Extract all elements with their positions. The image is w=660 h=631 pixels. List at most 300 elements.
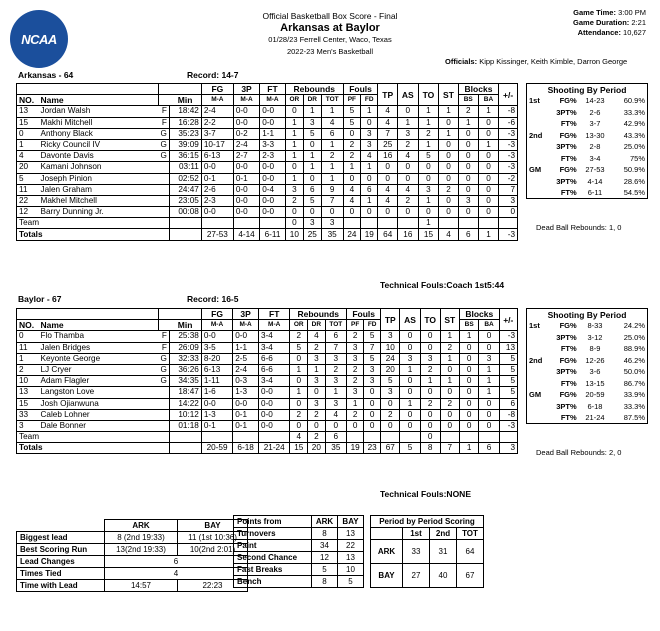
player-pm: -3 bbox=[499, 128, 518, 139]
player-minutes: 24:47 bbox=[169, 184, 201, 195]
summary-label: Best Scoring Run bbox=[17, 544, 105, 556]
totals-row bbox=[17, 443, 518, 454]
team-row bbox=[17, 432, 518, 443]
player-tp: 5 bbox=[381, 376, 400, 387]
player-dr: 3 bbox=[303, 117, 321, 128]
player-bs: 0 bbox=[459, 420, 479, 431]
player-ft: 0-0 bbox=[260, 162, 286, 173]
player-ft: 0-0 bbox=[259, 420, 290, 431]
player-ft: 1-1 bbox=[260, 128, 286, 139]
box-score-table bbox=[16, 308, 518, 454]
summary-label: Lead Changes bbox=[17, 556, 105, 568]
player-dr: 1 bbox=[303, 162, 321, 173]
st-header: ST bbox=[439, 84, 459, 106]
shooting-stat: FG% bbox=[559, 130, 577, 140]
player-bs: 0 bbox=[459, 353, 479, 364]
shooting-row bbox=[527, 332, 648, 344]
player-ft: 3-4 bbox=[259, 376, 290, 387]
player-as: 0 bbox=[400, 342, 420, 353]
player-as: 4 bbox=[397, 184, 418, 195]
player-st: 0 bbox=[439, 162, 459, 173]
shooting-percent: 87.5% bbox=[623, 413, 645, 422]
bs-header: BS bbox=[459, 320, 479, 331]
player-tot: 2 bbox=[325, 364, 347, 375]
period-title: Period by Period Scoring bbox=[371, 516, 484, 528]
player-tp3: 0-0 bbox=[233, 398, 259, 409]
player-or: 2 bbox=[285, 195, 303, 206]
shooting-percent: 33.3% bbox=[623, 401, 645, 411]
player-tp3: 2-5 bbox=[233, 353, 259, 364]
player-pf: 4 bbox=[343, 195, 360, 206]
player-dr: 3 bbox=[308, 376, 325, 387]
dr-header: DR bbox=[303, 95, 321, 106]
player-number: 15 bbox=[17, 117, 39, 128]
player-tot: 4 bbox=[325, 409, 347, 420]
player-fd: 1 bbox=[361, 195, 378, 206]
player-ba: 0 bbox=[478, 128, 499, 139]
player-pm: -3 bbox=[499, 331, 517, 342]
points-label: Second Chance bbox=[234, 552, 312, 564]
player-minutes: 34:35 bbox=[169, 376, 201, 387]
shooting-stat: 3PT% bbox=[556, 367, 577, 377]
player-pf: 0 bbox=[343, 207, 360, 218]
player-row bbox=[17, 420, 518, 431]
blocks-header: Blocks bbox=[459, 309, 499, 320]
shooting-percent: 33.9% bbox=[623, 390, 645, 400]
player-tot: 3 bbox=[325, 398, 347, 409]
player-number: 11 bbox=[17, 184, 39, 195]
player-tp3: 0-2 bbox=[233, 128, 259, 139]
player-name: Jalen Graham bbox=[39, 184, 159, 195]
shooting-period bbox=[527, 141, 545, 153]
player-tp: 3 bbox=[381, 331, 400, 342]
shooting-row bbox=[527, 320, 648, 332]
player-tp: 4 bbox=[378, 106, 398, 117]
player-minutes: 16:28 bbox=[169, 117, 201, 128]
summary-header bbox=[17, 520, 248, 532]
player-fd: 6 bbox=[361, 184, 378, 195]
shooting-period bbox=[527, 366, 545, 378]
shooting-stat: 3PT% bbox=[556, 142, 577, 152]
blank bbox=[259, 432, 290, 443]
game-time: 3:00 PM bbox=[618, 8, 646, 17]
player-tp3: 0-1 bbox=[233, 420, 259, 431]
player-tp: 16 bbox=[378, 151, 398, 162]
period-team: BAY bbox=[371, 564, 403, 588]
shooting-percent: 60.9% bbox=[623, 96, 645, 106]
player-ba: 0 bbox=[479, 331, 499, 342]
player-minutes: 36:26 bbox=[169, 364, 201, 375]
shooting-title: Shooting By Period bbox=[547, 84, 627, 95]
points-bay: 13 bbox=[338, 528, 364, 540]
player-dr: 1 bbox=[308, 364, 325, 375]
team-record: Record: 14-7 bbox=[187, 70, 239, 80]
player-fd: 0 bbox=[361, 117, 378, 128]
player-to: 0 bbox=[418, 207, 439, 218]
player-pf: 0 bbox=[343, 173, 360, 184]
player-ft: 3-4 bbox=[259, 342, 290, 353]
player-fd: 0 bbox=[361, 173, 378, 184]
shooting-stat: FG% bbox=[559, 321, 577, 331]
player-name: Kamani Johnson bbox=[39, 162, 159, 173]
shooting-period bbox=[527, 332, 545, 344]
player-pf: 3 bbox=[347, 342, 364, 353]
player-fg: 0-0 bbox=[201, 331, 232, 342]
shooting-period bbox=[527, 412, 545, 424]
player-row bbox=[17, 162, 518, 173]
player-tp: 25 bbox=[378, 139, 398, 150]
summary-ark: 13(2nd 19:33) bbox=[105, 544, 178, 556]
to-header: TO bbox=[418, 84, 439, 106]
player-as: 1 bbox=[400, 398, 420, 409]
player-tp: 3 bbox=[381, 387, 400, 398]
shooting-percent: 75% bbox=[629, 153, 645, 163]
player-dr: 6 bbox=[303, 184, 321, 195]
game-summary-table bbox=[16, 519, 248, 592]
player-name: Langston Love bbox=[39, 387, 159, 398]
player-to: 1 bbox=[418, 139, 439, 150]
player-ba: 1 bbox=[478, 106, 499, 117]
player-tp3: 0-0 bbox=[233, 184, 259, 195]
player-dr: 0 bbox=[303, 207, 321, 218]
summary-ark: 14:57 bbox=[105, 580, 178, 592]
player-minutes: 32:33 bbox=[169, 353, 201, 364]
ba-header: BA bbox=[478, 95, 499, 106]
player-fd: 0 bbox=[361, 207, 378, 218]
points-label: Fast Breaks bbox=[234, 564, 312, 576]
player-tot: 1 bbox=[321, 139, 343, 150]
team-label: Team bbox=[17, 218, 159, 229]
player-name: Joseph Pinion bbox=[39, 173, 159, 184]
totals-as: 5 bbox=[400, 443, 420, 454]
shooting-period: 1st bbox=[529, 321, 540, 331]
blank-header bbox=[39, 309, 159, 320]
totals-pm: -3 bbox=[499, 229, 518, 240]
shooting-percent: 88.9% bbox=[623, 344, 645, 354]
player-pm: -3 bbox=[499, 162, 518, 173]
player-st: 2 bbox=[439, 184, 459, 195]
player-bs: 0 bbox=[459, 376, 479, 387]
tot-header: TOT bbox=[325, 320, 347, 331]
player-pf: 2 bbox=[343, 139, 360, 150]
player-ba: 0 bbox=[478, 207, 499, 218]
player-pm: -6 bbox=[499, 117, 518, 128]
player-pf: 5 bbox=[343, 106, 360, 117]
player-fd: 0 bbox=[364, 409, 381, 420]
pos-header bbox=[159, 320, 170, 331]
player-row bbox=[17, 364, 518, 375]
ft-ma-header: M-A bbox=[260, 95, 286, 106]
fd-header: FD bbox=[361, 95, 378, 106]
player-minutes: 18:47 bbox=[169, 387, 201, 398]
shooting-stat: FT% bbox=[560, 413, 577, 422]
player-number: 1 bbox=[17, 353, 39, 364]
player-or: 1 bbox=[290, 387, 308, 398]
player-position: G bbox=[159, 364, 170, 375]
period-row bbox=[371, 540, 484, 564]
shooting-percent: 24.2% bbox=[623, 321, 645, 331]
player-ft: 3-4 bbox=[259, 331, 290, 342]
player-or: 1 bbox=[285, 139, 303, 150]
player-minutes: 03:11 bbox=[169, 162, 201, 173]
blank bbox=[159, 432, 170, 443]
report-title: Official Basketball Box Score - Final bbox=[262, 11, 398, 21]
blank bbox=[459, 432, 479, 443]
player-fg: 1-11 bbox=[201, 376, 232, 387]
game-duration: 2:21 bbox=[631, 18, 646, 27]
fd-header: FD bbox=[364, 320, 381, 331]
blank bbox=[364, 432, 381, 443]
player-to: 1 bbox=[420, 376, 440, 387]
shooting-made-attempted: 20-59 bbox=[585, 390, 605, 400]
summary-both: 6 bbox=[105, 556, 248, 568]
player-st: 1 bbox=[439, 128, 459, 139]
player-pm: 6 bbox=[499, 398, 517, 409]
player-or: 0 bbox=[285, 106, 303, 117]
player-row bbox=[17, 409, 518, 420]
player-position bbox=[159, 387, 170, 398]
player-position bbox=[159, 398, 170, 409]
shooting-row bbox=[527, 378, 648, 390]
player-pf: 0 bbox=[347, 420, 364, 431]
player-fg: 6-13 bbox=[201, 364, 232, 375]
points-bay: 22 bbox=[338, 540, 364, 552]
shooting-period: 2nd bbox=[529, 355, 543, 365]
player-tp: 20 bbox=[381, 364, 400, 375]
player-to: 0 bbox=[418, 162, 439, 173]
player-as: 0 bbox=[397, 207, 418, 218]
player-number: 3 bbox=[17, 420, 39, 431]
player-tot: 0 bbox=[321, 207, 343, 218]
blank-header bbox=[17, 309, 39, 320]
player-tp: 0 bbox=[378, 173, 398, 184]
player-name: Anthony Black bbox=[39, 128, 159, 139]
fouls-header: Fouls bbox=[343, 84, 378, 95]
player-dr: 2 bbox=[308, 342, 325, 353]
player-fd: 1 bbox=[361, 162, 378, 173]
player-tp3: 2-4 bbox=[233, 364, 259, 375]
totals-st: 7 bbox=[440, 443, 459, 454]
team-or: 4 bbox=[290, 432, 308, 443]
player-ft: 6-6 bbox=[259, 364, 290, 375]
game-info: Game Time: 3:00 PM Game Duration: 2:21 Attendance: 10,627 bbox=[573, 8, 646, 37]
3p-ma-header: M-A bbox=[233, 95, 259, 106]
player-ba: 0 bbox=[478, 117, 499, 128]
technical-fouls: Technical Fouls:Coach 1st5:44 bbox=[380, 280, 505, 290]
points-title: Points from bbox=[234, 516, 312, 528]
dead-ball-rebounds: Dead Ball Rebounds: 1, 0 bbox=[536, 223, 622, 232]
period-value: 40 bbox=[430, 564, 457, 588]
totals-bs: 6 bbox=[458, 229, 478, 240]
tp-header: TP bbox=[381, 309, 400, 331]
points-row bbox=[234, 564, 364, 576]
player-bs: 0 bbox=[458, 162, 478, 173]
player-number: 13 bbox=[17, 106, 39, 117]
shooting-period bbox=[527, 107, 545, 119]
player-tp3: 0-1 bbox=[233, 173, 259, 184]
shooting-period bbox=[527, 343, 545, 355]
player-st: 0 bbox=[440, 387, 459, 398]
player-as: 2 bbox=[397, 139, 418, 150]
shooting-title: Shooting By Period bbox=[547, 309, 627, 320]
player-to: 2 bbox=[420, 364, 440, 375]
shooting-made-attempted: 8-9 bbox=[589, 344, 601, 354]
shooting-title-row bbox=[527, 84, 648, 96]
player-number: 20 bbox=[17, 162, 39, 173]
player-pm: 3 bbox=[499, 195, 518, 206]
shooting-percent: 46.2% bbox=[623, 355, 645, 365]
fg-ma-header: M-A bbox=[201, 95, 233, 106]
player-dr: 0 bbox=[308, 387, 325, 398]
player-dr: 5 bbox=[303, 195, 321, 206]
ncaa-logo: NCAA bbox=[10, 10, 68, 68]
player-pm: -3 bbox=[499, 139, 518, 150]
player-ft: 6-6 bbox=[259, 353, 290, 364]
player-fd: 5 bbox=[364, 353, 381, 364]
totals-label: Totals bbox=[17, 443, 159, 454]
dr-header: DR bbox=[308, 320, 325, 331]
player-name: Ricky Council IV bbox=[39, 139, 159, 150]
fg-header: FG bbox=[201, 84, 233, 95]
player-tot: 1 bbox=[325, 387, 347, 398]
shooting-percent: 86.7% bbox=[623, 378, 645, 388]
player-pm: -3 bbox=[499, 151, 518, 162]
totals-st: 4 bbox=[439, 229, 459, 240]
player-tot: 1 bbox=[321, 162, 343, 173]
player-fg: 0-0 bbox=[201, 162, 233, 173]
min-header-top bbox=[169, 84, 201, 95]
blank bbox=[169, 432, 201, 443]
blank bbox=[499, 432, 517, 443]
shooting-made-attempted: 12-26 bbox=[585, 355, 605, 365]
box-score-table bbox=[16, 83, 518, 241]
shooting-stat: 3PT% bbox=[556, 332, 577, 342]
player-bs: 0 bbox=[458, 173, 478, 184]
player-position: G bbox=[159, 139, 170, 150]
player-tp3: 1-3 bbox=[233, 387, 259, 398]
bay-header: BAY bbox=[178, 520, 248, 532]
player-pf: 2 bbox=[347, 331, 364, 342]
blank bbox=[347, 432, 364, 443]
player-pm: 7 bbox=[499, 184, 518, 195]
player-row bbox=[17, 184, 518, 195]
player-ft: 0-0 bbox=[260, 117, 286, 128]
blocks-header: Blocks bbox=[458, 84, 498, 95]
player-ba: 1 bbox=[479, 387, 499, 398]
player-number: 10 bbox=[17, 376, 39, 387]
blank bbox=[169, 229, 201, 240]
player-tp: 0 bbox=[381, 420, 400, 431]
player-ft: 0-0 bbox=[260, 106, 286, 117]
or-header: OR bbox=[285, 95, 303, 106]
summary-label: Biggest lead bbox=[17, 532, 105, 544]
player-position bbox=[159, 207, 170, 218]
team-tot: 3 bbox=[321, 218, 343, 229]
team-label: Team bbox=[17, 432, 159, 443]
player-tp: 2 bbox=[381, 409, 400, 420]
player-number: 5 bbox=[17, 173, 39, 184]
player-name: Jalen Bridges bbox=[39, 342, 159, 353]
player-ba: 0 bbox=[479, 409, 499, 420]
shooting-percent: 54.5% bbox=[623, 188, 645, 197]
shooting-row bbox=[527, 176, 648, 188]
player-minutes: 23:05 bbox=[169, 195, 201, 206]
player-fd: 0 bbox=[364, 398, 381, 409]
player-to: 0 bbox=[420, 331, 440, 342]
team-to: 0 bbox=[420, 432, 440, 443]
player-pm: -8 bbox=[499, 106, 518, 117]
player-number: 33 bbox=[17, 409, 39, 420]
player-pf: 2 bbox=[347, 376, 364, 387]
blank-header bbox=[17, 84, 39, 95]
blank bbox=[361, 218, 378, 229]
player-fg: 2-3 bbox=[201, 195, 233, 206]
player-fg: 1-3 bbox=[201, 409, 232, 420]
team-score-label: Baylor - 67 bbox=[18, 294, 62, 304]
summary-label: Time with Lead bbox=[17, 580, 105, 592]
shooting-title-row bbox=[527, 309, 648, 321]
ft-ma-header: M-A bbox=[259, 320, 290, 331]
player-position: F bbox=[159, 331, 170, 342]
totals-pm: 3 bbox=[499, 443, 517, 454]
player-ft: 0-0 bbox=[260, 195, 286, 206]
min-header-top bbox=[169, 309, 201, 320]
blank bbox=[169, 218, 201, 229]
player-name: Makhel Mitchell bbox=[39, 195, 159, 206]
st-header: ST bbox=[440, 309, 459, 331]
blank bbox=[169, 443, 201, 454]
player-pf: 3 bbox=[347, 387, 364, 398]
summary-row bbox=[17, 544, 248, 556]
totals-dr: 20 bbox=[308, 443, 325, 454]
player-pf: 5 bbox=[343, 117, 360, 128]
player-row bbox=[17, 376, 518, 387]
pos-header bbox=[159, 95, 170, 106]
player-ba: 1 bbox=[479, 376, 499, 387]
player-fg: 8-20 bbox=[201, 353, 232, 364]
player-minutes: 02:52 bbox=[169, 173, 201, 184]
shooting-made-attempted: 3-7 bbox=[589, 119, 601, 129]
ark-header: ARK bbox=[105, 520, 178, 532]
player-tot: 1 bbox=[321, 106, 343, 117]
player-bs: 1 bbox=[458, 117, 478, 128]
blank bbox=[458, 218, 478, 229]
player-bs: 0 bbox=[458, 184, 478, 195]
player-st: 0 bbox=[439, 139, 459, 150]
shooting-percent: 43.3% bbox=[623, 130, 645, 140]
player-or: 0 bbox=[290, 420, 308, 431]
player-name: Keyonte George bbox=[39, 353, 159, 364]
team-dr: 3 bbox=[303, 218, 321, 229]
blank-header bbox=[159, 309, 170, 320]
player-bs: 0 bbox=[459, 409, 479, 420]
player-ft: 0-0 bbox=[259, 409, 290, 420]
player-or: 2 bbox=[290, 331, 308, 342]
ft-header: FT bbox=[260, 84, 286, 95]
shooting-period: GM bbox=[529, 165, 542, 175]
player-row bbox=[17, 151, 518, 162]
player-row bbox=[17, 128, 518, 139]
player-dr: 0 bbox=[303, 139, 321, 150]
blank bbox=[17, 520, 105, 532]
points-header bbox=[234, 516, 364, 528]
blank bbox=[478, 218, 499, 229]
period-col-header: 1st bbox=[403, 528, 430, 540]
player-pf: 1 bbox=[347, 398, 364, 409]
team-dr: 2 bbox=[308, 432, 325, 443]
shooting-percent: 28.6% bbox=[623, 176, 645, 186]
player-position bbox=[159, 184, 170, 195]
